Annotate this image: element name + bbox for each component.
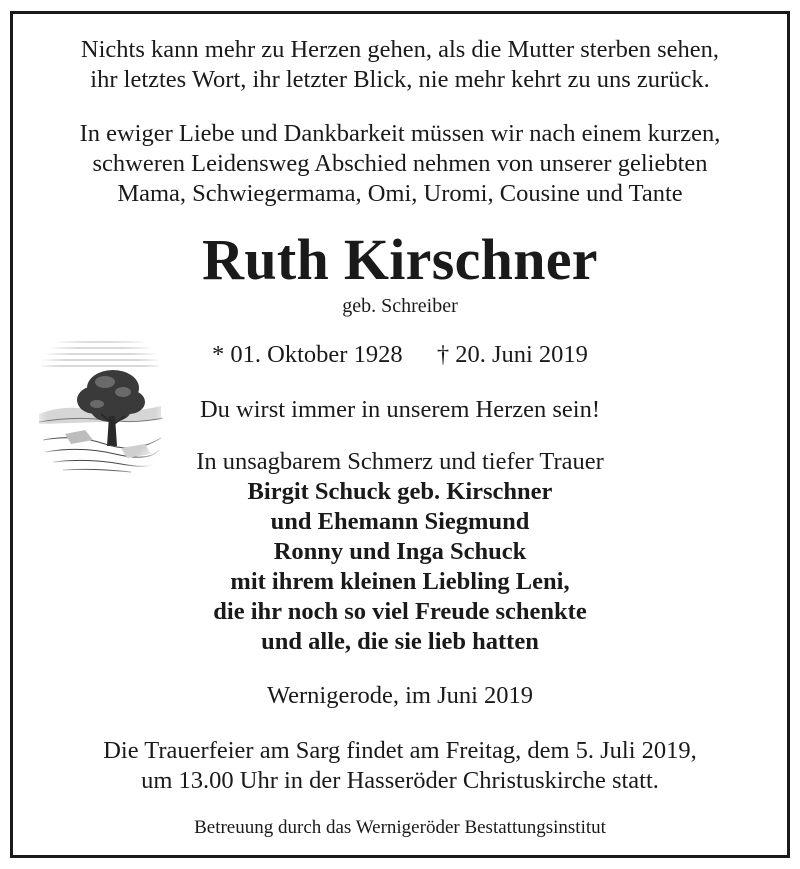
mourner-line-3: Ronny und Inga Schuck <box>273 538 527 565</box>
undertaker-note: Betreuung durch das Wernigeröder Bestattungsinstitut <box>194 817 606 838</box>
tree-landscape-icon <box>35 330 167 482</box>
mourner-line-6: und alle, die sie lieb hatten <box>261 628 539 655</box>
poem-line-1: Nichts kann mehr zu Herzen gehen, als die Mutter sterben sehen, <box>80 36 720 63</box>
intro-line-1: In ewiger Liebe und Dankbarkeit müssen wir nach einem kurzen, <box>79 120 721 147</box>
poem-line-2: ihr letztes Wort, ihr letzter Blick, nie mehr kehrt zu uns zurück. <box>90 66 710 93</box>
death-date: † 20. Juni 2019 <box>436 341 588 368</box>
birth-date: * 01. Oktober 1928 <box>212 341 403 368</box>
intro-line-2: schweren Leidensweg Abschied nehmen von unserer geliebten <box>92 150 708 177</box>
deceased-name: Ruth Kirschner <box>202 227 598 292</box>
mourner-line-4: mit ihrem kleinen Liebling Leni, <box>230 568 570 595</box>
ceremony-line-1: Die Trauerfeier am Sarg findet am Freitag, dem 5. Juli 2019, <box>103 737 697 764</box>
obituary-notice <box>10 11 790 858</box>
mourner-line-5: die ihr noch so viel Freude schenkte <box>213 598 587 625</box>
ceremony-line-2: um 13.00 Uhr in der Hasseröder Christuskirche statt. <box>141 767 659 794</box>
place-date: Wernigerode, im Juni 2019 <box>266 682 534 709</box>
intro-line-3: Mama, Schwiegermama, Omi, Uromi, Cousine und Tante <box>117 180 683 207</box>
mourners-intro: In unsagbarem Schmerz und tiefer Trauer <box>196 448 604 475</box>
mourner-line-1: Birgit Schuck geb. Kirschner <box>247 478 553 505</box>
mourner-line-2: und Ehemann Siegmund <box>270 508 530 535</box>
maiden-name: geb. Schreiber <box>342 295 458 317</box>
motto: Du wirst immer in unserem Herzen sein! <box>199 396 601 423</box>
